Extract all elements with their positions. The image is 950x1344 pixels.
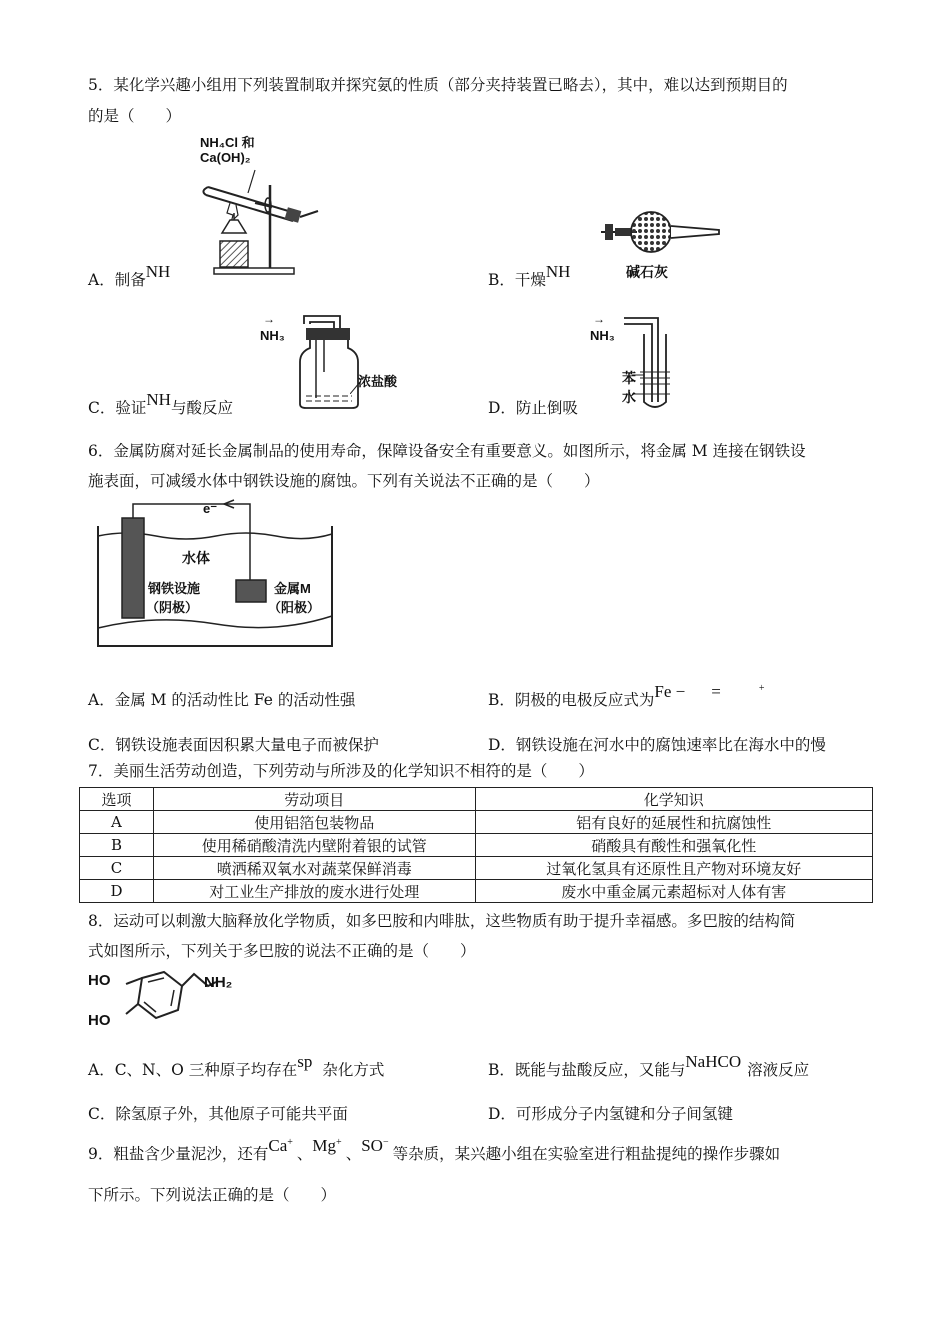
q5-option-b[interactable] [488,262,571,290]
q9-separator-2: 、 [345,1145,362,1163]
q6-option-d[interactable]: D．钢铁设施在河水中的腐蚀速率比在海水中的慢 [488,736,826,754]
fig-c-gas-label: NH₃ [260,328,285,343]
table-cell: C [80,857,154,880]
q8-option-b-formula: NaHCO [685,1052,742,1071]
q8-option-a[interactable] [88,1052,385,1080]
fig-metal-m-label-1: 金属M [274,581,311,596]
table-header-option: 选项 [80,788,154,811]
q8-option-b-text: B．既能与盐酸反应，又能与 [488,1061,686,1079]
table-cell: 喷洒稀双氧水对蔬菜保鲜消毒 [153,857,475,880]
q9-stem-suffix: 等杂质，某兴趣小组在实验室进行粗盐提纯的操作步骤如 [392,1145,781,1163]
table-cell: 对工业生产排放的废水进行处理 [153,880,475,903]
q5-option-a-formula: NH [145,262,171,281]
q9-ion-calcium: Ca [268,1136,288,1155]
fig-c-arrow: → [263,312,275,326]
q6-option-b[interactable] [488,682,765,710]
fig-water-label: 水体 [182,550,210,566]
q8-option-c[interactable]: C．除氢原子外，其他原子可能共平面 [88,1105,348,1123]
q9-stem-prefix: 9．粗盐含少量泥沙，还有 [88,1145,269,1163]
fig-steel-label-1: 钢铁设施 [148,581,201,596]
q6-option-b-equals: = [711,682,721,701]
q8-option-a-tail: 杂化方式 [322,1061,385,1079]
q5-option-a-text: A．制备 [88,271,146,289]
table-row[interactable] [80,857,873,880]
fig-a-reagent-label-1: NH₄Cl 和 [200,135,255,150]
q8-stem-line2: 式如图所示，下列关于多巴胺的说法不正确的是（ ） [88,942,476,960]
table-cell: A [80,811,154,834]
q5-option-b-formula: NH [545,262,571,281]
q9-separator-1: 、 [296,1145,313,1163]
table-cell: 废水中重金属元素超标对人体有害 [475,880,873,903]
q5-stem-line1: 5．某化学兴趣小组用下列装置制取并探究氨的性质（部分夹持装置已略去），其中，难以达到预期目的 [88,76,788,94]
fig-d-arrow: → [593,312,605,326]
q5-option-c[interactable] [88,390,233,418]
table-cell: 使用铝箔包装物品 [153,811,475,834]
q8-option-d[interactable]: D．可形成分子内氢键和分子间氢键 [488,1105,733,1123]
q7-table [79,787,873,903]
drying-tube-figure [595,210,725,265]
q5-stem-line2: 的是（ ） [88,107,182,125]
fig-a-reagent-label-2: Ca(OH)₂ [200,150,251,165]
gas-washing-bottle-figure [290,312,370,412]
q5-option-c-text: C．验证 [88,399,147,417]
q9-ion-magnesium-charge: + [336,1137,342,1148]
q5-option-c-formula: NH [146,390,171,409]
q9-ion-calcium-charge: + [287,1137,293,1148]
q8-option-a-text: A．C、N、O 三种原子均存在 [88,1061,298,1079]
fig-dopamine-ho-bottom: HO [88,1012,111,1029]
q6-option-b-formula: Fe − [654,682,686,701]
fig-b-soda-lime-label: 碱石灰 [626,264,668,280]
table-cell: 使用稀硝酸清洗内壁附着银的试管 [153,834,475,857]
table-header-knowledge: 化学知识 [475,788,873,811]
q9-stem-line2: 下所示。下列说法正确的是（ ） [88,1186,337,1204]
q8-option-b[interactable] [488,1052,810,1080]
q9-ion-sulfate-charge: − [382,1137,389,1148]
q7-stem: 7．美丽生活劳动创造，下列劳动与所涉及的化学知识不相符的是（ ） [88,762,594,780]
q6-option-c[interactable]: C．钢铁设施表面因积累大量电子而被保护 [88,736,379,754]
fig-electron-label: e⁻ [203,501,218,516]
q6-option-a[interactable]: A．金属 M 的活动性比 Fe 的活动性强 [88,691,356,709]
q8-stem-line1: 8．运动可以刺激大脑释放化学物质，如多巴胺和内啡肽，这些物质有助于提升幸福感。多巴胺的结构简 [88,912,796,930]
fig-steel-label-2: （阴极） [146,600,199,615]
table-cell: B [80,834,154,857]
table-cell: 硝酸具有酸性和强氧化性 [475,834,873,857]
table-cell: 铝有良好的延展性和抗腐蚀性 [475,811,873,834]
fig-d-benzene-label: 苯 [622,370,636,386]
q8-option-a-formula: sp [297,1052,313,1071]
fig-c-hcl-label: 浓盐酸 [358,374,398,389]
q9-ion-sulfate: SO [361,1136,383,1155]
q5-option-a[interactable] [88,262,171,290]
table-row[interactable] [80,811,873,834]
q6-option-b-text: B．阴极的电极反应式为 [488,691,655,709]
q5-option-c-tail: 与酸反应 [170,399,233,417]
table-row[interactable] [80,880,873,903]
q5-option-d[interactable]: D．防止倒吸 [488,399,578,417]
fig-d-gas-label: NH₃ [590,328,615,343]
table-cell: 过氧化氢具有还原性且产物对环境友好 [475,857,873,880]
table-header-labor: 劳动项目 [153,788,475,811]
q9-ion-magnesium: Mg [312,1136,337,1155]
q6-stem-line2: 施表面，可减缓水体中钢铁设施的腐蚀。下列有关说法不正确的是（ ） [88,472,600,490]
table-header-row [80,788,873,811]
fig-dopamine-nh2: NH₂ [204,974,233,991]
q8-option-b-tail: 溶液反应 [747,1061,810,1079]
q6-option-b-plus: + [758,683,765,694]
fig-dopamine-ho-top: HO [88,972,111,989]
fig-d-water-label: 水 [622,389,636,405]
table-cell: D [80,880,154,903]
sacrificial-anode-figure [96,496,336,648]
fig-metal-m-label-2: （阳极） [268,600,321,615]
ammonia-generator-apparatus-figure [200,165,320,280]
table-row[interactable] [80,834,873,857]
q9-stem-line1 [88,1136,781,1164]
q5-option-b-text: B．干燥 [488,271,546,289]
q6-stem-line1: 6．金属防腐对延长金属制品的使用寿命，保障设备安全有重要意义。如图所示，将金属 M 连接在钢铁设 [88,442,806,460]
